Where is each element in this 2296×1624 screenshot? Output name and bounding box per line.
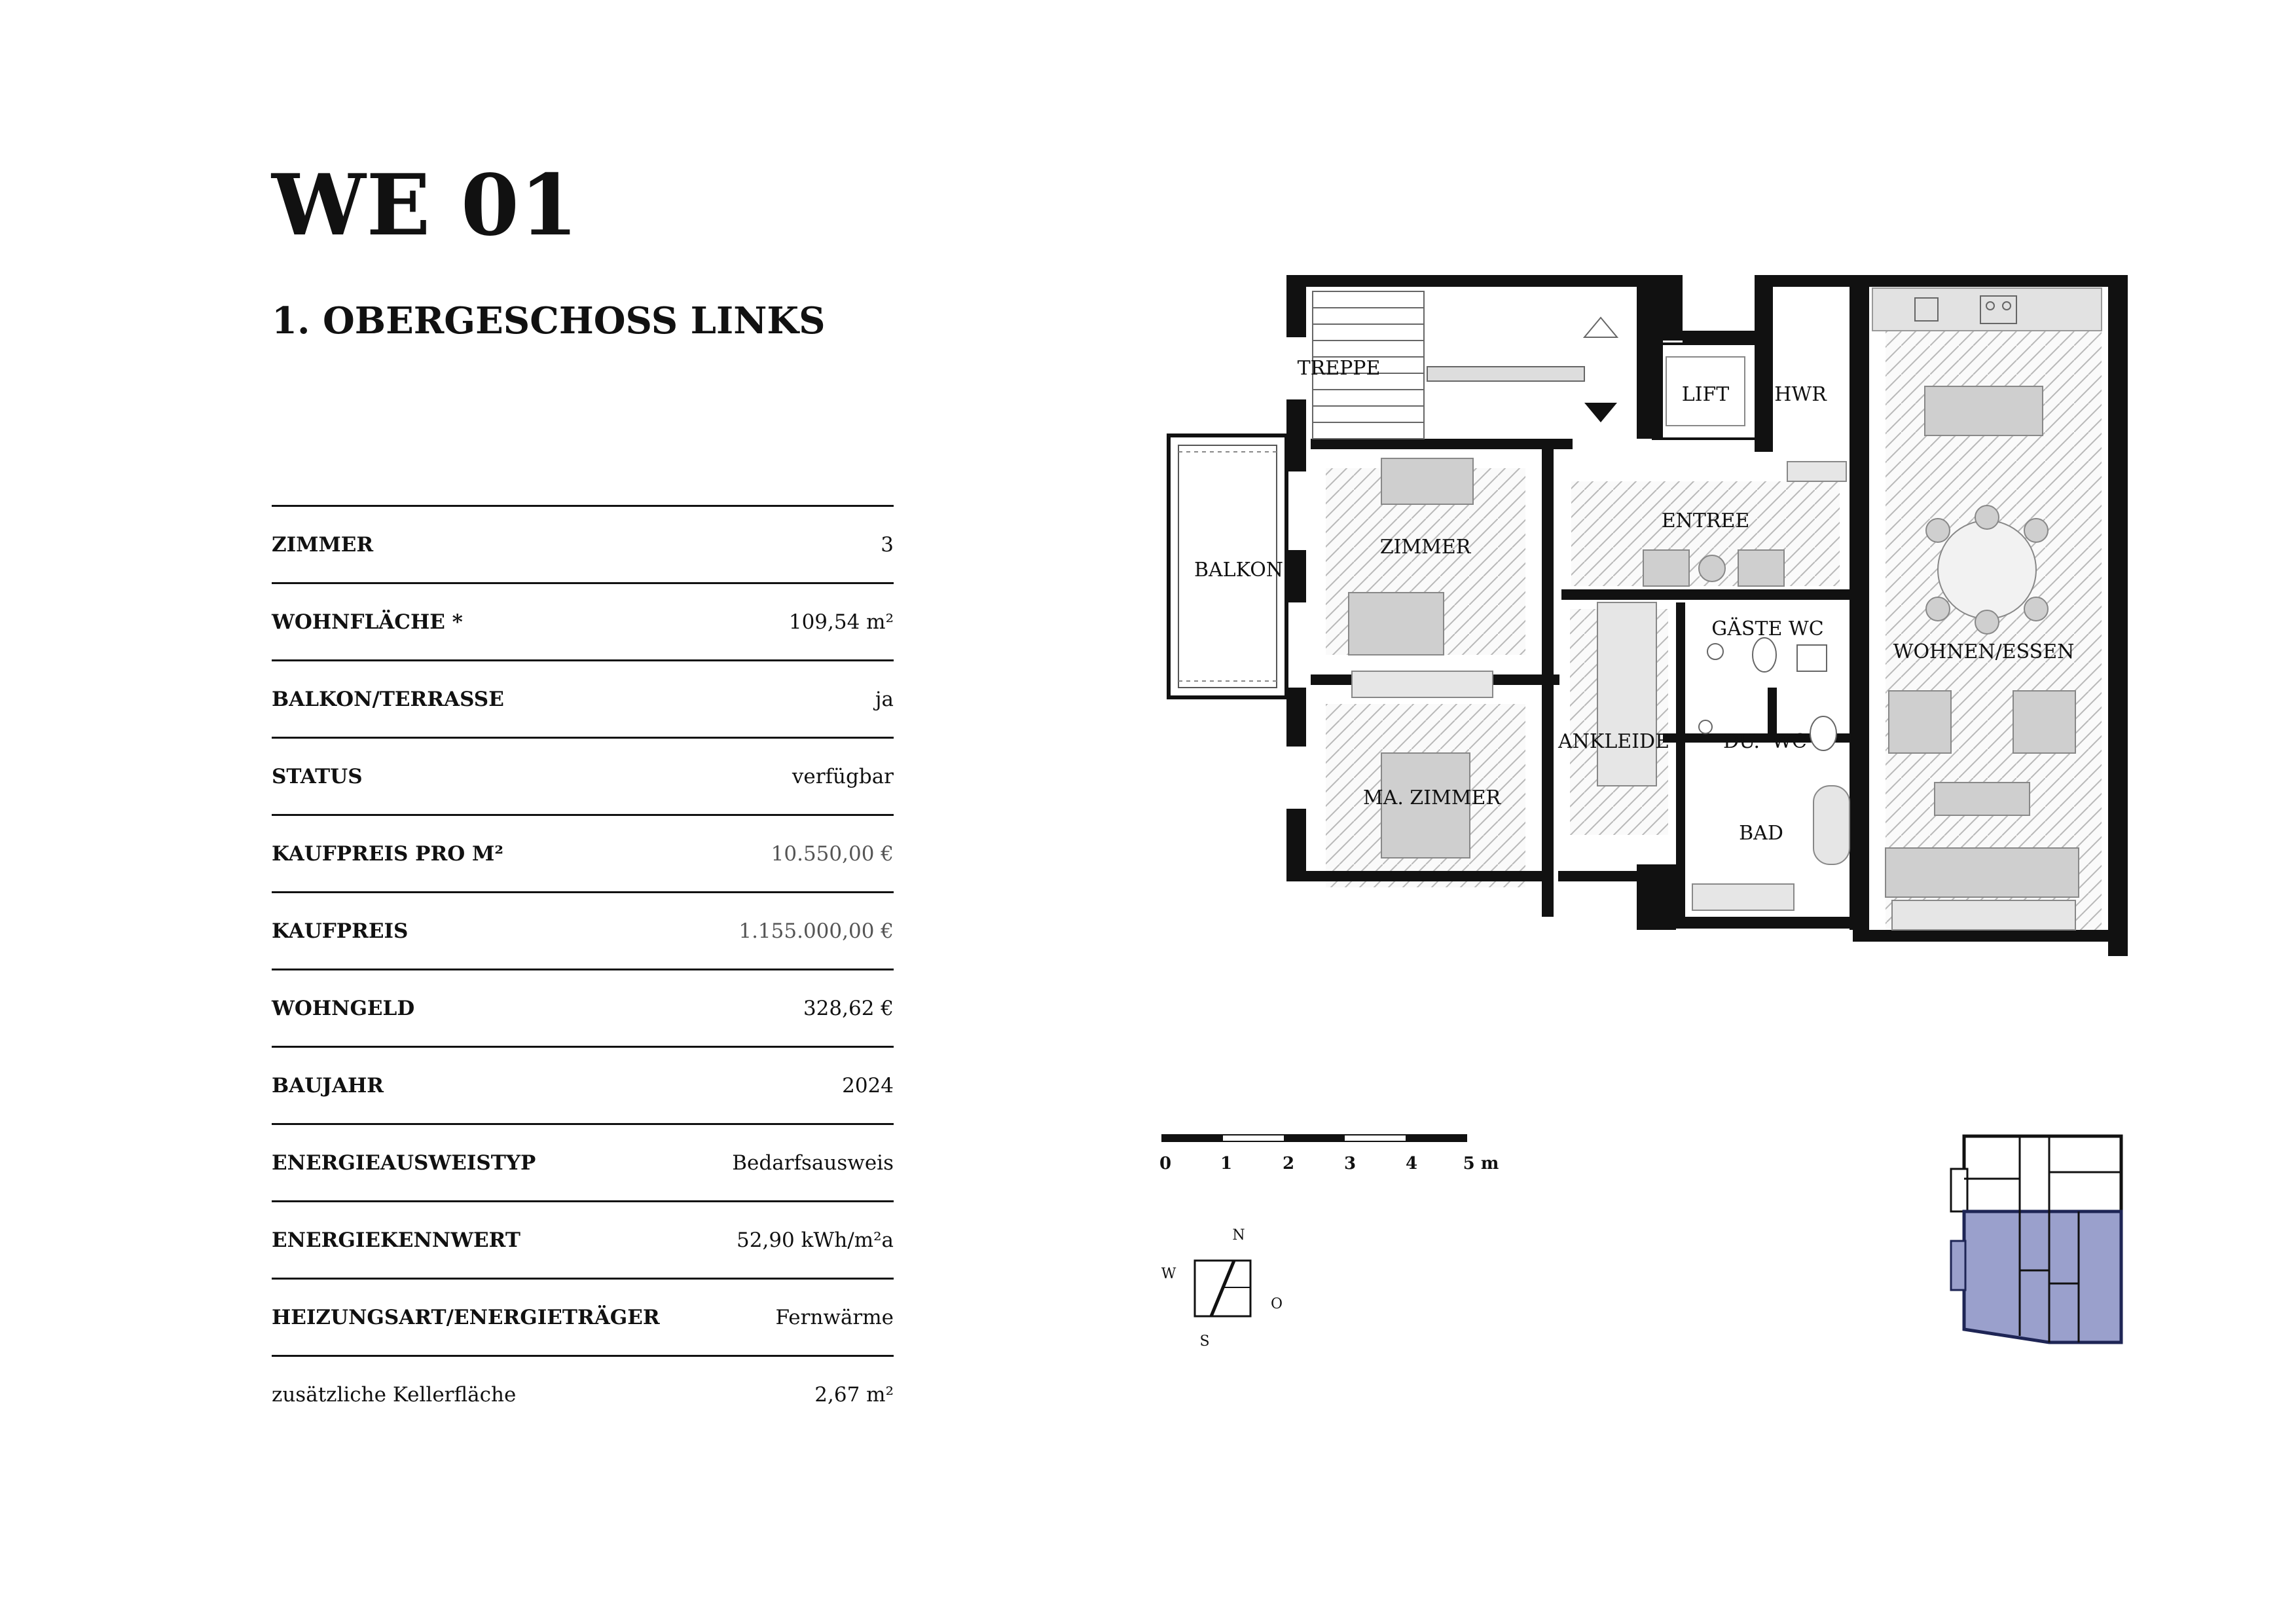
room-label-ankleide: ANKLEIDE	[1558, 730, 1669, 753]
room-label-gaeste-wc: GÄSTE WC	[1711, 618, 1824, 640]
room-label-treppe: TREPPE	[1297, 357, 1381, 380]
scale-label-0: 0	[1159, 1154, 1172, 1173]
fact-label: STATUS	[272, 764, 363, 788]
scale-label-1: 1	[1220, 1154, 1233, 1173]
room-label-lift: LIFT	[1681, 383, 1730, 406]
room-label-zimmer: ZIMMER	[1379, 536, 1471, 559]
fact-label: ENERGIEAUSWEISTYP	[272, 1151, 536, 1175]
fact-label: WOHNFLÄCHE *	[272, 610, 463, 634]
fact-value: 328,62 €	[803, 996, 894, 1020]
fact-value: 109,54 m²	[788, 610, 894, 634]
scale-bar	[1162, 1135, 1467, 1141]
room-label-du: DU.	[1722, 730, 1760, 753]
fact-value: 2,67 m²	[814, 1382, 894, 1407]
room-label-balkon: BALKON	[1194, 559, 1284, 581]
scale-label-3: 3	[1343, 1154, 1357, 1173]
fact-value: 1.155.000,00 €	[738, 919, 894, 943]
fact-label: KAUFPREIS PRO M²	[272, 841, 503, 866]
compass-o: O	[1270, 1296, 1283, 1312]
fact-label: BALKON/TERRASSE	[272, 687, 504, 711]
key-plan	[1951, 1136, 2121, 1342]
kitchen-counter	[1872, 288, 2102, 331]
fact-label: zusätzliche Kellerfläche	[272, 1382, 517, 1407]
fact-label: KAUFPREIS	[272, 919, 409, 943]
scale-label-2: 2	[1282, 1154, 1295, 1173]
fact-value: ja	[875, 687, 894, 711]
fact-value: 52,90 kWh/m²a	[737, 1228, 894, 1252]
room-label-wc: WC	[1772, 730, 1807, 753]
compass-s: S	[1199, 1333, 1210, 1350]
fact-label: ZIMMER	[272, 532, 374, 557]
room-label-hwr: HWR	[1774, 383, 1827, 406]
key-plan-highlight	[1964, 1211, 2121, 1342]
fact-value: Fernwärme	[775, 1305, 894, 1329]
room-label-bad: BAD	[1739, 822, 1783, 845]
compass-w: W	[1161, 1266, 1176, 1282]
page-title: WE 01	[272, 157, 579, 255]
stair-arrows	[1584, 318, 1617, 422]
compass	[1195, 1261, 1250, 1316]
fact-label: BAUJAHR	[272, 1073, 384, 1098]
fact-value: 3	[881, 532, 894, 557]
room-label-entree: ENTREE	[1661, 509, 1750, 532]
room-label-wohnen-essen: WOHNEN/ESSEN	[1893, 640, 2075, 663]
fact-label: ENERGIEKENNWERT	[272, 1228, 520, 1252]
fact-label: WOHNGELD	[272, 996, 415, 1020]
fact-value: Bedarfsausweis	[732, 1151, 894, 1175]
fact-value: 2024	[842, 1073, 894, 1098]
scale-label-4: 4	[1405, 1154, 1418, 1173]
compass-n: N	[1232, 1227, 1245, 1244]
scale-labels	[1159, 1154, 1499, 1173]
scale-label-5: 5 m	[1463, 1154, 1499, 1173]
fact-label: HEIZUNGSART/ENERGIETRÄGER	[272, 1305, 660, 1329]
room-label-ma-zimmer: MA. ZIMMER	[1362, 786, 1501, 809]
fact-value: 10.550,00 €	[771, 841, 894, 866]
page-subtitle: 1. OBERGESCHOSS LINKS	[272, 299, 826, 342]
fact-value: verfügbar	[792, 764, 894, 788]
